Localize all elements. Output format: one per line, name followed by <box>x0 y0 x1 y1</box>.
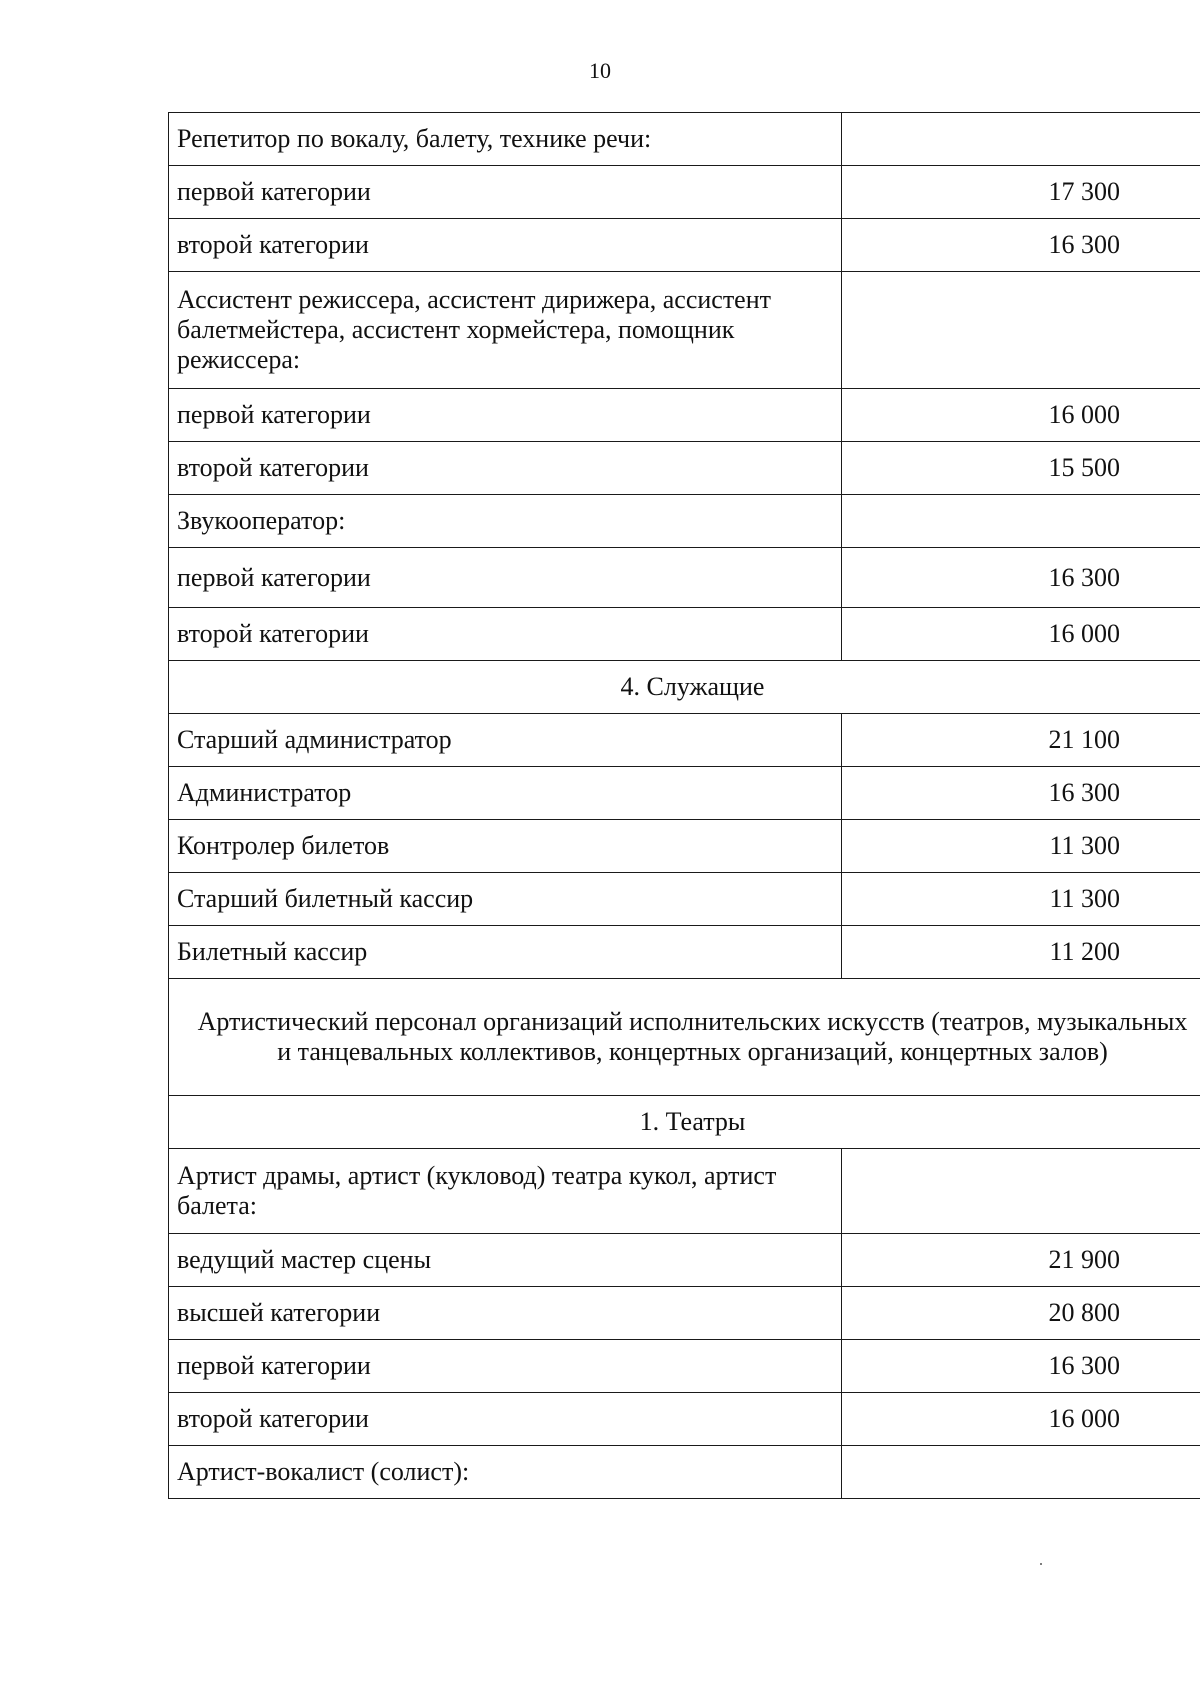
salary-value: 16 300 <box>842 548 1200 608</box>
section-title: 4. Служащие <box>169 661 1200 714</box>
table-row <box>169 926 1200 979</box>
salary-value: 15 500 <box>842 442 1200 495</box>
scan-speck <box>1040 1563 1042 1565</box>
table-row <box>169 272 1200 389</box>
table-row <box>169 767 1200 820</box>
salary-value: 20 800 <box>842 1287 1200 1340</box>
position-label: второй категории <box>169 1393 842 1446</box>
table-row <box>169 714 1200 767</box>
section-header-row <box>169 1096 1200 1149</box>
position-label: ведущий мастер сцены <box>169 1234 842 1287</box>
table-row <box>169 1149 1200 1234</box>
position-label: первой категории <box>169 166 842 219</box>
section-header-row <box>169 661 1200 714</box>
position-label: Администратор <box>169 767 842 820</box>
position-label: Билетный кассир <box>169 926 842 979</box>
position-label: первой категории <box>169 1340 842 1393</box>
table-row <box>169 873 1200 926</box>
position-label: Контролер билетов <box>169 820 842 873</box>
salary-value: 16 300 <box>842 1340 1200 1393</box>
salary-table <box>168 112 1200 1499</box>
salary-value: 17 300 <box>842 166 1200 219</box>
table-row <box>169 1446 1200 1499</box>
salary-value: 21 900 <box>842 1234 1200 1287</box>
salary-value <box>842 1446 1200 1499</box>
salary-value: 16 000 <box>842 1393 1200 1446</box>
salary-value: 16 000 <box>842 389 1200 442</box>
position-label: второй категории <box>169 608 842 661</box>
table-row <box>169 1287 1200 1340</box>
table-row <box>169 495 1200 548</box>
salary-value: 16 300 <box>842 219 1200 272</box>
table-row <box>169 1234 1200 1287</box>
salary-value <box>842 495 1200 548</box>
table-row <box>169 442 1200 495</box>
table-row <box>169 113 1200 166</box>
salary-value <box>842 1149 1200 1234</box>
position-label: Старший администратор <box>169 714 842 767</box>
position-label: Артист-вокалист (солист): <box>169 1446 842 1499</box>
salary-value <box>842 113 1200 166</box>
table-row <box>169 1340 1200 1393</box>
position-label: Старший билетный кассир <box>169 873 842 926</box>
salary-value: 16 000 <box>842 608 1200 661</box>
position-label: Репетитор по вокалу, балету, технике речи: <box>169 113 842 166</box>
position-label: Артист драмы, артист (кукловод) театра кукол, артист балета: <box>169 1149 842 1234</box>
position-label: Ассистент режиссера, ассистент дирижера, ассистент балетмейстера, ассистент хормейстера, помощник режиссера: <box>169 272 842 389</box>
salary-table-body <box>169 113 1200 1499</box>
table-row <box>169 166 1200 219</box>
position-label: высшей категории <box>169 1287 842 1340</box>
position-label: второй категории <box>169 442 842 495</box>
salary-value: 21 100 <box>842 714 1200 767</box>
position-label: второй категории <box>169 219 842 272</box>
salary-value: 16 300 <box>842 767 1200 820</box>
position-label: первой категории <box>169 389 842 442</box>
position-label: первой категории <box>169 548 842 608</box>
position-label: Звукооператор: <box>169 495 842 548</box>
table-row <box>169 1393 1200 1446</box>
page-number: 10 <box>589 58 611 83</box>
salary-value <box>842 272 1200 389</box>
section-header-row <box>169 979 1200 1096</box>
salary-value: 11 300 <box>842 873 1200 926</box>
table-row <box>169 219 1200 272</box>
section-title: 1. Театры <box>169 1096 1200 1149</box>
table-row <box>169 389 1200 442</box>
section-title: Артистический персонал организаций исполнительских искусств (театров, музыкальных и танцевальных коллективов, концертных организаций, концертных залов) <box>169 979 1200 1096</box>
table-row <box>169 820 1200 873</box>
table-row <box>169 548 1200 608</box>
table-row <box>169 608 1200 661</box>
salary-value: 11 300 <box>842 820 1200 873</box>
salary-value: 11 200 <box>842 926 1200 979</box>
